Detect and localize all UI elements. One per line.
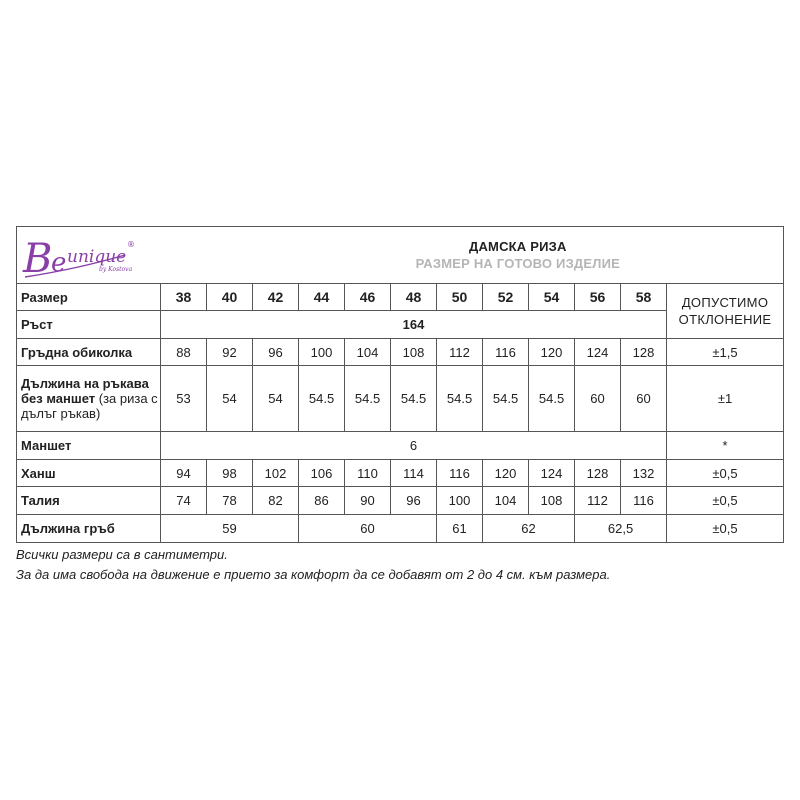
value-cell: 120 — [529, 339, 575, 366]
tolerance-cell: * — [667, 432, 784, 460]
value-cell: 98 — [207, 460, 253, 487]
size-cell: 50 — [437, 284, 483, 311]
value-cell: 104 — [345, 339, 391, 366]
value-cell: 54.5 — [483, 366, 529, 432]
table-row-waist — [17, 487, 784, 515]
value-cell: 92 — [207, 339, 253, 366]
size-cell: 42 — [253, 284, 299, 311]
row-label-cuff: Маншет — [17, 432, 161, 460]
header-row — [17, 227, 784, 284]
value-cell: 62 — [483, 515, 575, 543]
value-cell: 112 — [575, 487, 621, 515]
value-cell: 62,5 — [575, 515, 667, 543]
value-cell: 114 — [391, 460, 437, 487]
value-cell: 90 — [345, 487, 391, 515]
size-cell: 48 — [391, 284, 437, 311]
value-cell: 78 — [207, 487, 253, 515]
value-cell: 82 — [253, 487, 299, 515]
value-cell: 124 — [575, 339, 621, 366]
value-cell: 102 — [253, 460, 299, 487]
title-cell — [253, 227, 784, 284]
height-value: 164 — [161, 311, 667, 339]
row-label-size: Размер — [17, 284, 161, 311]
size-table — [16, 226, 784, 543]
logo-word-unique: unique — [67, 247, 127, 267]
brand-logo-cell — [17, 227, 253, 284]
size-cell: 54 — [529, 284, 575, 311]
table-row-size — [17, 284, 784, 311]
page-title: ДАМСКА РИЗА — [469, 239, 567, 254]
tolerance-cell: ±1 — [667, 366, 784, 432]
size-cell: 58 — [621, 284, 667, 311]
size-cell: 46 — [345, 284, 391, 311]
note-line: За да има свобода на движение е прието за комфорт да се добавят от 2 до 4 см. към размера. — [16, 567, 611, 582]
value-cell: 54.5 — [345, 366, 391, 432]
row-label-chest: Гръдна обиколка — [17, 339, 161, 366]
row-label-sleeve — [17, 366, 161, 432]
logo-letter-e: e — [51, 248, 67, 278]
row-label-height: Ръст — [17, 311, 161, 339]
tolerance-cell: ±0,5 — [667, 487, 784, 515]
size-cell: 38 — [161, 284, 207, 311]
size-cell: 52 — [483, 284, 529, 311]
table-row-back-length — [17, 515, 784, 543]
row-label-waist: Талия — [17, 487, 161, 515]
value-cell: 54.5 — [529, 366, 575, 432]
value-cell: 108 — [391, 339, 437, 366]
value-cell: 116 — [483, 339, 529, 366]
value-cell: 100 — [299, 339, 345, 366]
logo-letter-b: B — [23, 236, 53, 282]
value-cell: 128 — [575, 460, 621, 487]
row-label-back-length: Дължина гръб — [17, 515, 161, 543]
tolerance-header: ДОПУСТИМО ОТКЛОНЕНИЕ — [667, 284, 784, 339]
brand-logo — [17, 227, 167, 283]
table-row-cuff — [17, 432, 784, 460]
size-cell: 56 — [575, 284, 621, 311]
notes — [16, 545, 610, 585]
row-label-hip: Ханш — [17, 460, 161, 487]
value-cell: 106 — [299, 460, 345, 487]
value-cell: 116 — [621, 487, 667, 515]
page-subtitle: РАЗМЕР НА ГОТОВО ИЗДЕЛИЕ — [415, 256, 620, 271]
value-cell: 110 — [345, 460, 391, 487]
value-cell: 96 — [253, 339, 299, 366]
tolerance-cell: ±0,5 — [667, 460, 784, 487]
table-row-hip — [17, 460, 784, 487]
value-cell: 100 — [437, 487, 483, 515]
tolerance-cell: ±1,5 — [667, 339, 784, 366]
value-cell: 104 — [483, 487, 529, 515]
note-line: Всички размери са в сантиметри. — [16, 547, 228, 562]
value-cell: 96 — [391, 487, 437, 515]
value-cell: 53 — [161, 366, 207, 432]
value-cell: 54 — [207, 366, 253, 432]
value-cell: 59 — [161, 515, 299, 543]
value-cell: 54.5 — [437, 366, 483, 432]
value-cell: 60 — [621, 366, 667, 432]
table-row-sleeve — [17, 366, 784, 432]
value-cell: 60 — [575, 366, 621, 432]
value-cell: 74 — [161, 487, 207, 515]
size-cell: 44 — [299, 284, 345, 311]
value-cell: 88 — [161, 339, 207, 366]
value-cell: 132 — [621, 460, 667, 487]
sleeve-label-note: (за риза с дълъг ръкав) — [21, 391, 158, 421]
value-cell: 54 — [253, 366, 299, 432]
value-cell: 116 — [437, 460, 483, 487]
value-cell: 54.5 — [391, 366, 437, 432]
value-cell: 94 — [161, 460, 207, 487]
logo-registered: ® — [127, 240, 135, 249]
value-cell: 61 — [437, 515, 483, 543]
size-chart — [16, 226, 783, 543]
value-cell: 60 — [299, 515, 437, 543]
sleeve-label-main: Дължина на ръкава без маншет — [21, 376, 149, 406]
logo-tagline: by Kostova — [99, 266, 133, 273]
value-cell: 124 — [529, 460, 575, 487]
tolerance-cell: ±0,5 — [667, 515, 784, 543]
table-row-chest — [17, 339, 784, 366]
size-cell: 40 — [207, 284, 253, 311]
value-cell: 128 — [621, 339, 667, 366]
value-cell: 120 — [483, 460, 529, 487]
value-cell: 108 — [529, 487, 575, 515]
cuff-value: 6 — [161, 432, 667, 460]
value-cell: 86 — [299, 487, 345, 515]
value-cell: 54.5 — [299, 366, 345, 432]
value-cell: 112 — [437, 339, 483, 366]
